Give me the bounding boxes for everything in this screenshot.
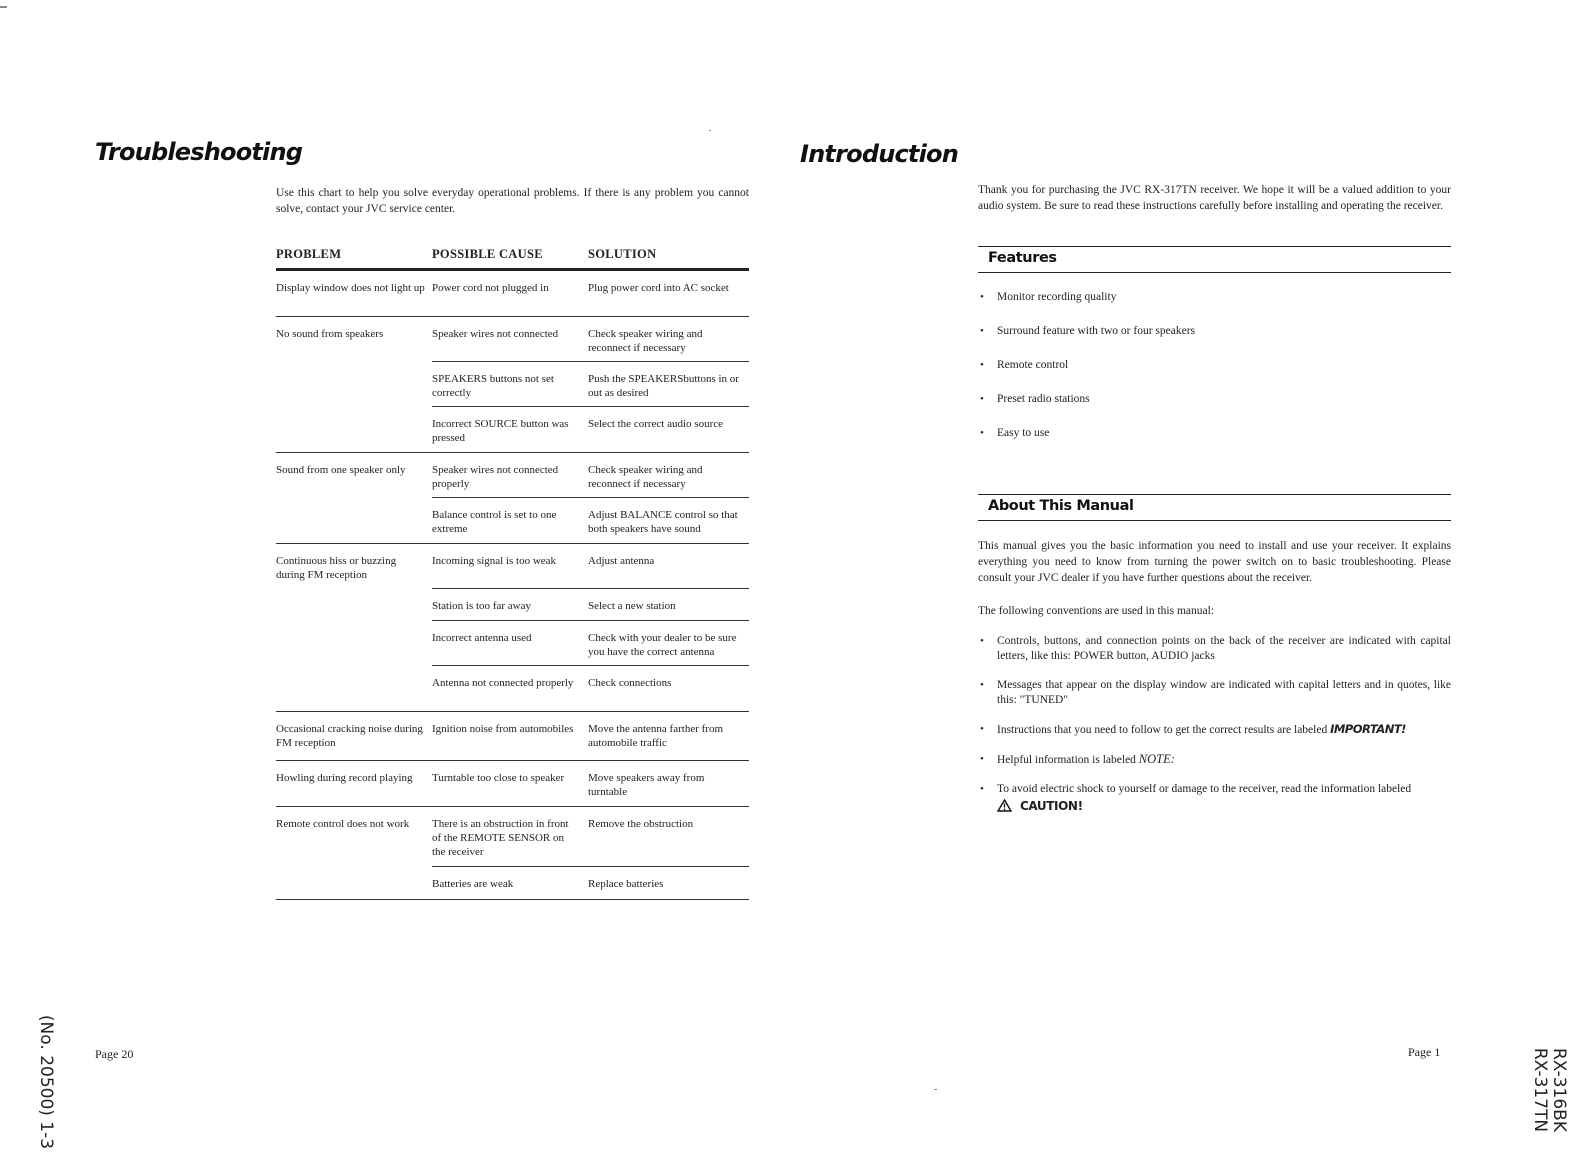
problem-cell: Occasional cracking noise during FM reception: [276, 723, 423, 749]
solution-cell: Check with your dealer to be sure you have the correct antenna: [588, 632, 737, 658]
table-group: [276, 712, 749, 761]
cause-cell: Station is too far away: [432, 600, 531, 612]
problem-cell: Sound from one speaker only: [276, 464, 406, 476]
solution-cell: Adjust BALANCE control so that both speakers have sound: [588, 509, 738, 535]
warning-triangle-icon: [997, 799, 1012, 812]
solution-cell: Select a new station: [588, 600, 676, 612]
caution-text: To avoid electric shock to yourself or damage to the receiver, read the information labeled: [997, 783, 1412, 795]
list-item: [978, 782, 1451, 814]
introduction-intro: Thank you for purchasing the JVC RX-317TN receiver. We hope it will be a valued addition to your audio system. Be sure to read these instructions carefully before installing and operating the receiver.: [978, 184, 1451, 212]
cause-cell: Incorrect SOURCE button was pressed: [432, 418, 569, 444]
problem-cell: Howling during record playing: [276, 772, 413, 784]
solution-cell: Replace batteries: [588, 878, 664, 890]
scan-speck: [0, 6, 7, 8]
scan-speck: [709, 130, 711, 131]
table-row: [432, 807, 749, 867]
solution-cell: Move speakers away from turntable: [588, 772, 705, 798]
table-row: [432, 621, 749, 666]
table-row: [432, 317, 749, 362]
header-problem: PROBLEM: [276, 247, 342, 261]
cause-cell: Incorrect antenna used: [432, 632, 532, 644]
solution-cell: Check speaker wiring and reconnect if necessary: [588, 464, 703, 490]
troubleshooting-title: Troubleshooting: [95, 138, 303, 166]
table-row: [432, 867, 749, 899]
problem-cell: No sound from speakers: [276, 328, 384, 340]
table-row: [432, 362, 749, 407]
cause-cell: Ignition noise from automobiles: [432, 723, 574, 735]
problem-cell: Continuous hiss or buzzing during FM reception: [276, 555, 397, 581]
cause-cell: Speaker wires not connected: [432, 328, 559, 340]
features-heading: Features: [978, 246, 1451, 273]
problem-cell: Display window does not light up: [276, 282, 425, 294]
manual-intro: This manual gives you the basic information you need to install and use your receiver. It explains everything you need to know from turning the power switch on to basic troubleshooting. Please consult your JVC dealer if you have further questions about the receiver.: [978, 540, 1451, 584]
cause-cell: Antenna not connected properly: [432, 677, 574, 689]
table-row: [432, 271, 749, 316]
table-row: [432, 712, 749, 757]
header-cause: POSSIBLE CAUSE: [432, 247, 543, 261]
solution-cell: Select the correct audio source: [588, 418, 723, 430]
cause-cell: Balance control is set to one extreme: [432, 509, 557, 535]
solution-cell: Adjust antenna: [588, 555, 655, 567]
conventions-list: [978, 634, 1451, 828]
note-label: NOTE:: [1138, 752, 1175, 766]
cause-cell: Batteries are weak: [432, 878, 514, 890]
solution-cell: Remove the obstruction: [588, 818, 694, 830]
scan-speck: [934, 1089, 937, 1090]
header-solution: SOLUTION: [588, 247, 657, 261]
list-item: • Messages that appear on the display window are indicated with capital letters and in quotes, like this: "TUNED": [978, 678, 1451, 708]
cause-cell: Power cord not plugged in: [432, 282, 549, 294]
caution-label: CAUTION!: [1020, 799, 1083, 813]
list-item: [978, 752, 1451, 768]
cause-cell: Speaker wires not connected properly: [432, 464, 559, 490]
table-row: [432, 544, 749, 589]
important-text: Instructions that you need to follow to get the correct results are labeled: [997, 724, 1331, 736]
list-item: • Controls, buttons, and connection points on the back of the receiver are indicated with capital letters, like this: POWER button, AUDIO jacks: [978, 634, 1451, 664]
note-text: Helpful information is labeled: [997, 754, 1139, 766]
table-row: [432, 453, 749, 498]
features-list: [978, 290, 1451, 460]
table-row: [432, 589, 749, 621]
document-number: (No. 20500) 1-3: [36, 1014, 57, 1150]
table-header: [276, 240, 749, 271]
page-number-left: Page 20: [95, 1047, 134, 1061]
table-row: [432, 761, 749, 806]
list-item: • Remote control: [978, 358, 1451, 392]
solution-cell: Move the antenna farther from automobile traffic: [588, 723, 723, 749]
cause-cell: There is an obstruction in front of the REMOTE SENSOR on the receiver: [432, 818, 569, 858]
table-group: [276, 544, 749, 712]
table-group: [276, 271, 749, 317]
list-item: • Surround feature with two or four speakers: [978, 324, 1451, 358]
introduction-title: Introduction: [800, 140, 958, 168]
caution-line: [997, 799, 1451, 814]
table-group: [276, 761, 749, 807]
troubleshooting-intro: Use this chart to help you solve everyday operational problems. If there is any problem you cannot solve, contact your JVC service center.: [276, 187, 749, 215]
table-row: [432, 498, 749, 543]
troubleshooting-table: [276, 240, 749, 900]
table-group: [276, 317, 749, 453]
list-item: [978, 722, 1451, 738]
table-group: [276, 807, 749, 900]
solution-cell: Check speaker wiring and reconnect if necessary: [588, 328, 703, 354]
cause-cell: Incoming signal is too weak: [432, 555, 557, 567]
important-label: IMPORTANT!: [1330, 722, 1406, 736]
page-number-right: Page 1: [1408, 1045, 1441, 1059]
cause-cell: Turntable too close to speaker: [432, 772, 565, 784]
conventions-intro: The following conventions are used in this manual:: [978, 605, 1215, 617]
solution-cell: Plug power cord into AC socket: [588, 282, 729, 294]
solution-cell: Push the SPEAKERSbuttons in or out as desired: [588, 373, 739, 399]
model-number-1: RX-316BK: [1549, 1047, 1570, 1133]
table-group: [276, 453, 749, 544]
list-item: • Easy to use: [978, 426, 1451, 460]
list-item: • Monitor recording quality: [978, 290, 1451, 324]
cause-cell: SPEAKERS buttons not set correctly: [432, 373, 554, 399]
model-number-2: RX-317TN: [1530, 1047, 1551, 1133]
solution-cell: Check connections: [588, 677, 672, 689]
about-manual-heading: About This Manual: [978, 494, 1451, 521]
problem-cell: Remote control does not work: [276, 818, 410, 830]
table-row: [432, 666, 749, 711]
table-row: [432, 407, 749, 452]
list-item: • Preset radio stations: [978, 392, 1451, 426]
